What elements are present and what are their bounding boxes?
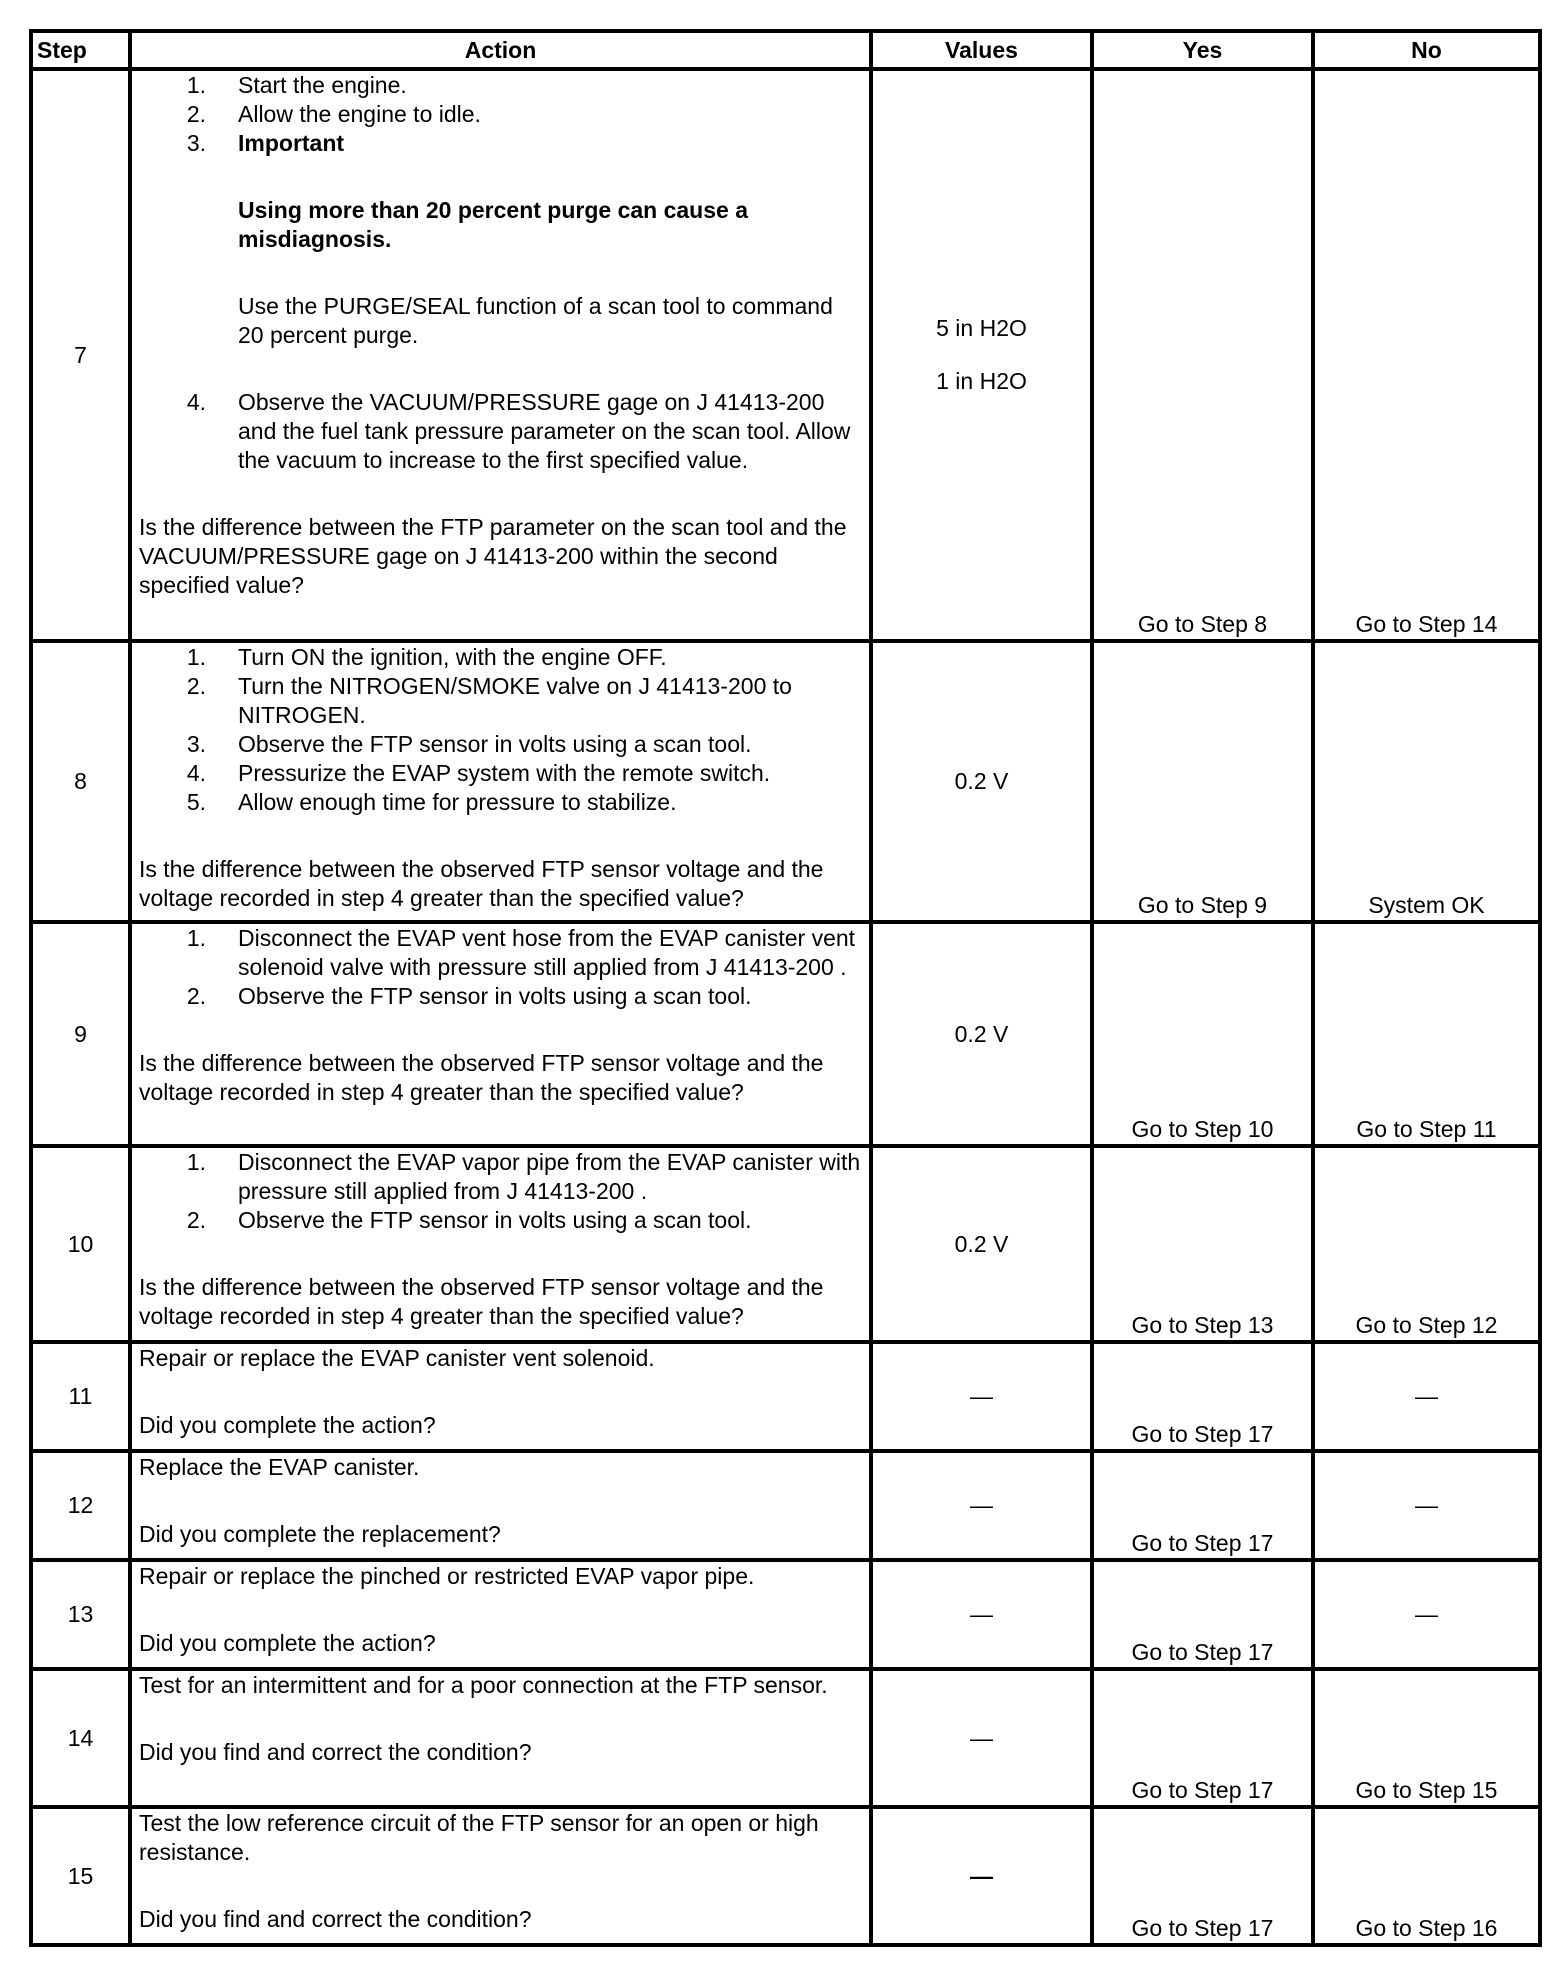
action-list	[139, 643, 862, 817]
header-no: No	[1313, 31, 1540, 69]
no-cell: Go to Step 11	[1313, 922, 1540, 1146]
list-item: 3. Important	[139, 129, 862, 158]
table-row	[31, 922, 1540, 1146]
question-text: Is the difference between the FTP parameter on the scan tool and the VACUUM/PRESSURE gage on J 41413-200 within the second specified value?	[139, 514, 847, 598]
table-row	[31, 1342, 1540, 1451]
table-row	[31, 1807, 1540, 1945]
no-cell: Go to Step 16	[1313, 1807, 1540, 1945]
table-row	[31, 69, 1540, 641]
step-number: 12	[31, 1451, 130, 1560]
list-item: 1. Start the engine.	[186, 72, 407, 98]
action-list	[139, 924, 862, 1011]
header-step: Step	[31, 31, 130, 69]
action-cell	[130, 1146, 871, 1342]
header-values: Values	[871, 31, 1092, 69]
table-row	[31, 641, 1540, 922]
values-cell: 0.2 V	[871, 922, 1092, 1146]
list-item: 2. Turn the NITROGEN/SMOKE valve on J 41413-200 to NITROGEN.	[186, 673, 792, 728]
yes-cell: Go to Step 17	[1092, 1560, 1313, 1669]
list-item: 1. Disconnect the EVAP vent hose from the EVAP canister vent solenoid valve with pressure still applied from J 41413-200 .	[186, 925, 856, 980]
value-text: 1 in H2O	[936, 368, 1027, 394]
action-text: Repair or replace the pinched or restricted EVAP vapor pipe.	[139, 1563, 755, 1589]
table-row	[31, 1669, 1540, 1807]
question-text: Is the difference between the observed FTP sensor voltage and the voltage recorded in step 4 greater than the specified value?	[139, 856, 824, 911]
values-cell: —	[871, 1560, 1092, 1669]
action-text: Replace the EVAP canister.	[139, 1454, 420, 1480]
yes-cell: Go to Step 8	[1092, 69, 1313, 641]
values-cell: 0.2 V	[871, 1146, 1092, 1342]
action-cell	[130, 922, 871, 1146]
values-cell: —	[871, 1342, 1092, 1451]
no-cell: —	[1313, 1342, 1540, 1451]
question-text: Is the difference between the observed FTP sensor voltage and the voltage recorded in step 4 greater than the specified value?	[139, 1050, 824, 1105]
question-text: Did you complete the action?	[139, 1630, 436, 1656]
list-item: 2. Observe the FTP sensor in volts using a scan tool.	[186, 983, 752, 1009]
diagnostic-table	[29, 29, 1542, 1947]
no-cell: System OK	[1313, 641, 1540, 922]
action-cell	[130, 1560, 871, 1669]
step-number: 10	[31, 1146, 130, 1342]
action-cell	[130, 1451, 871, 1560]
values-cell: —	[871, 1807, 1092, 1945]
action-cell	[130, 1807, 871, 1945]
yes-cell: Go to Step 13	[1092, 1146, 1313, 1342]
action-cell	[130, 641, 871, 922]
values-cell	[871, 69, 1092, 641]
list-item: 3. Observe the FTP sensor in volts using a scan tool.	[186, 731, 752, 757]
values-cell: —	[871, 1451, 1092, 1560]
list-item: 1. Turn ON the ignition, with the engine OFF.	[186, 644, 667, 670]
action-text: Test for an intermittent and for a poor connection at the FTP sensor.	[139, 1672, 828, 1698]
list-item	[139, 158, 862, 388]
step-number: 8	[31, 641, 130, 922]
step-number: 9	[31, 922, 130, 1146]
step-number: 11	[31, 1342, 130, 1451]
step-number: 15	[31, 1807, 130, 1945]
table-row	[31, 1451, 1540, 1560]
action-text: Test the low reference circuit of the FTP sensor for an open or high resistance.	[139, 1810, 819, 1865]
yes-cell: Go to Step 17	[1092, 1807, 1313, 1945]
yes-cell: Go to Step 17	[1092, 1342, 1313, 1451]
question-text: Did you complete the replacement?	[139, 1521, 501, 1547]
no-cell: —	[1313, 1451, 1540, 1560]
action-list	[139, 1148, 862, 1235]
values-cell: —	[871, 1669, 1092, 1807]
no-cell: Go to Step 15	[1313, 1669, 1540, 1807]
question-text: Did you find and correct the condition?	[139, 1739, 532, 1765]
question-text: Did you find and correct the condition?	[139, 1906, 532, 1932]
table-row	[31, 1146, 1540, 1342]
values-cell: 0.2 V	[871, 641, 1092, 922]
list-item: 2. Observe the FTP sensor in volts using a scan tool.	[186, 1207, 752, 1233]
action-subtext: Use the PURGE/SEAL function of a scan tool to command 20 percent purge.	[238, 293, 833, 348]
yes-cell: Go to Step 17	[1092, 1451, 1313, 1560]
step-number: 13	[31, 1560, 130, 1669]
value-text: 5 in H2O	[936, 315, 1027, 341]
important-label: Important	[238, 130, 345, 156]
table-row	[31, 1560, 1540, 1669]
header-row	[31, 31, 1540, 69]
question-text: Is the difference between the observed FTP sensor voltage and the voltage recorded in step 4 greater than the specified value?	[139, 1274, 824, 1329]
action-cell	[130, 1342, 871, 1451]
list-item: 4. Pressurize the EVAP system with the remote switch.	[186, 760, 771, 786]
header-action: Action	[130, 31, 871, 69]
action-list	[139, 71, 862, 475]
step-number: 14	[31, 1669, 130, 1807]
action-cell	[130, 1669, 871, 1807]
list-item: 1. Disconnect the EVAP vapor pipe from the EVAP canister with pressure still applied from J 41413-200 .	[186, 1149, 861, 1204]
list-item: 2. Allow the engine to idle.	[186, 101, 481, 127]
step-number: 7	[31, 69, 130, 641]
important-note: Using more than 20 percent purge can cause a misdiagnosis.	[238, 197, 748, 252]
no-cell: Go to Step 14	[1313, 69, 1540, 641]
list-item: 4. Observe the VACUUM/PRESSURE gage on J 41413-200 and the fuel tank pressure parameter on the scan tool. Allow the vacuum to increase to the first specified value.	[186, 389, 851, 473]
list-item: 5. Allow enough time for pressure to stabilize.	[186, 789, 677, 815]
action-cell	[130, 69, 871, 641]
yes-cell: Go to Step 17	[1092, 1669, 1313, 1807]
no-cell: —	[1313, 1560, 1540, 1669]
no-cell: Go to Step 12	[1313, 1146, 1540, 1342]
action-text: Repair or replace the EVAP canister vent solenoid.	[139, 1345, 655, 1371]
header-yes: Yes	[1092, 31, 1313, 69]
yes-cell: Go to Step 9	[1092, 641, 1313, 922]
yes-cell: Go to Step 10	[1092, 922, 1313, 1146]
question-text: Did you complete the action?	[139, 1412, 436, 1438]
